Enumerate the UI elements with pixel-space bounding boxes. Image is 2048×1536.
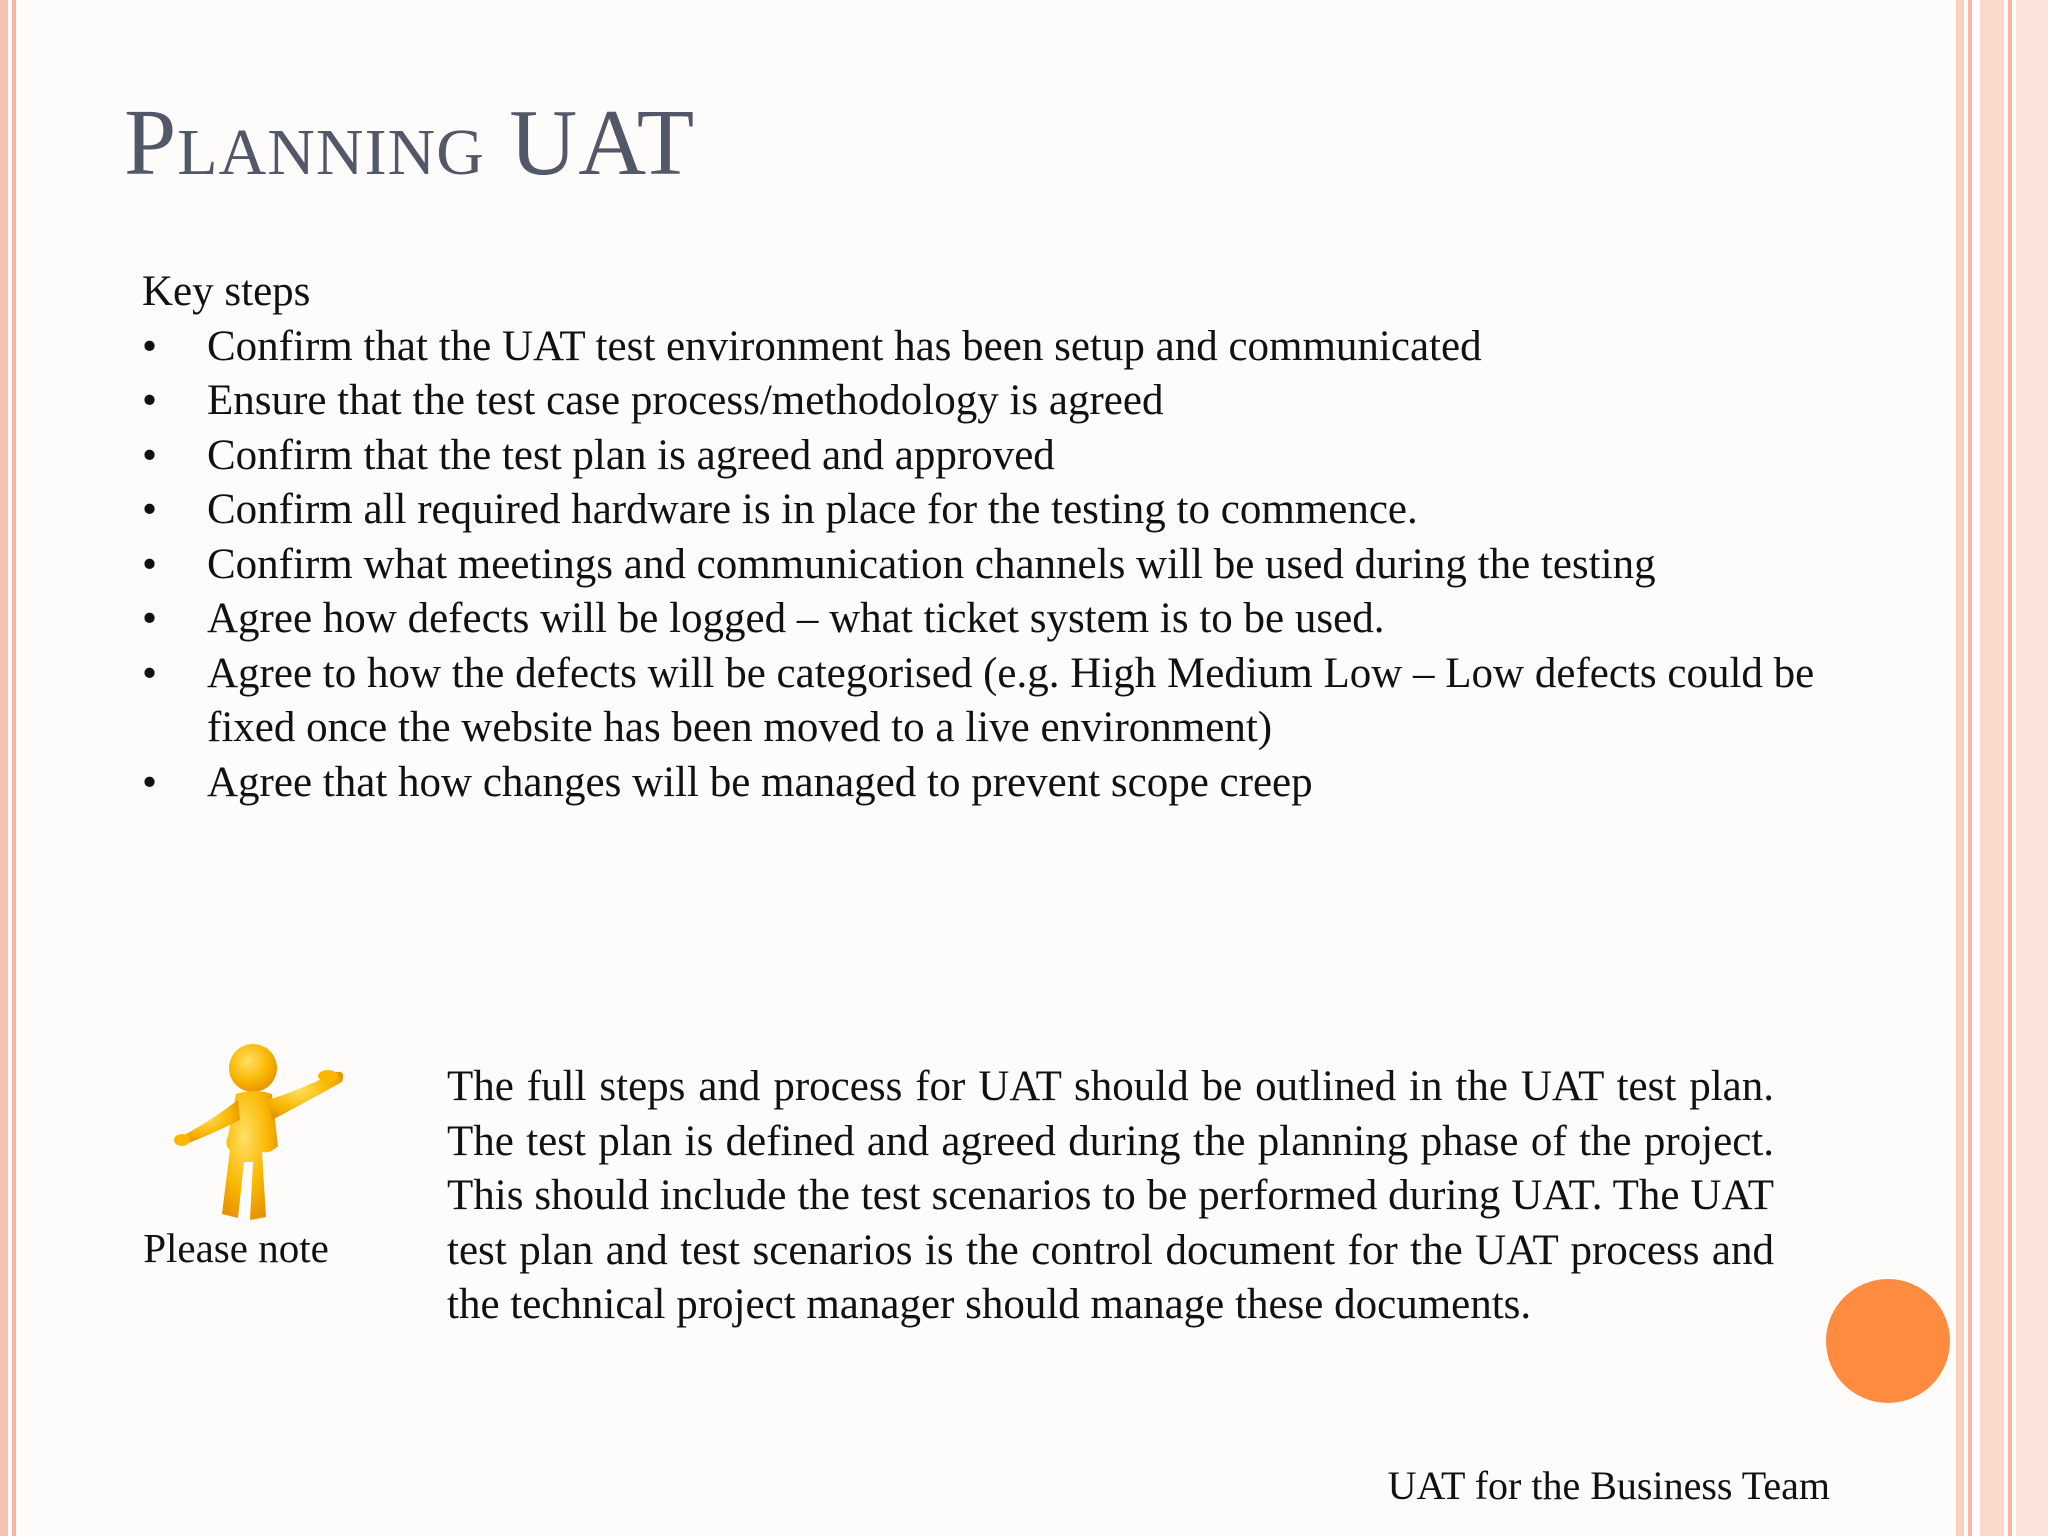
- list-item: • Confirm what meetings and communication channels will be used during the testing: [142, 538, 1842, 593]
- right-border-line-inner: [1956, 0, 1964, 1536]
- right-border-edge: [2016, 0, 2048, 1536]
- right-border-line: [1968, 0, 1972, 1536]
- note-text: The full steps and process for UAT should be outlined in the UAT test plan. The test plan is defined and agreed during the planning phase of the project. This should include the test scenarios to be performed during UAT. The UAT test plan and test scenarios is the control document for the UAT process and the technical project manager should manage these documents.: [447, 1063, 1774, 1328]
- left-border: [0, 0, 8, 1536]
- note-caption: Please note: [143, 1225, 329, 1271]
- right-border-band: [1980, 0, 2004, 1536]
- slide-footer: UAT for the Business Team: [1387, 1463, 1830, 1508]
- left-border-line: [12, 0, 16, 1536]
- list-item: • Agree that how changes will be managed to prevent scope creep: [142, 756, 1842, 811]
- list-item: • Confirm that the test plan is agreed and approved: [142, 429, 1842, 484]
- person-presenting-icon: [160, 1042, 350, 1232]
- list-item: • Ensure that the test case process/methodology is agreed: [142, 374, 1842, 429]
- list-item: • Confirm all required hardware is in place for the testing to commence.: [142, 483, 1842, 538]
- right-border-line-outer: [2008, 0, 2012, 1536]
- slide-title: Planning UAT: [124, 91, 696, 195]
- list-item: • Agree how defects will be logged – what ticket system is to be used.: [142, 592, 1842, 647]
- key-steps-heading: Key steps: [142, 268, 311, 315]
- list-item: • Confirm that the UAT test environment has been setup and communicated: [142, 320, 1842, 375]
- list-item: • Agree to how the defects will be categorised (e.g. High Medium Low – Low defects could be fixed once the website has been moved to a live environment): [142, 647, 1842, 756]
- key-steps-list: [142, 320, 1842, 811]
- orange-circle-decoration: [1826, 1279, 1950, 1403]
- key-steps-section: [142, 265, 1842, 810]
